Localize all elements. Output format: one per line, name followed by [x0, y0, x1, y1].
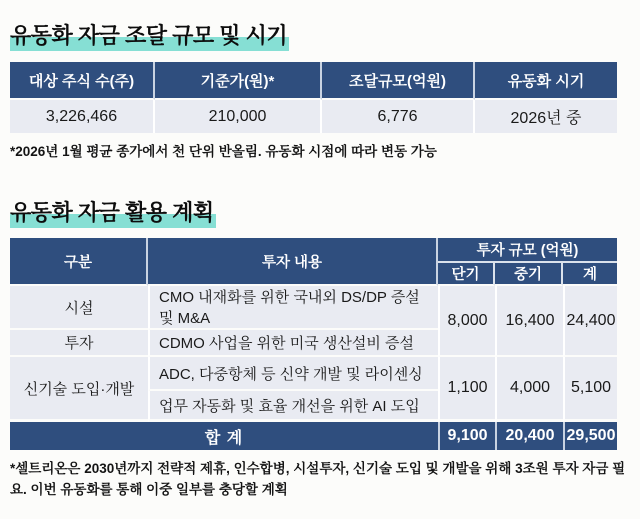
- usage-header-category: 구분: [10, 238, 148, 286]
- usage-group2-sum: 5,100: [563, 357, 617, 422]
- usage-group1-mid-term: 16,400: [495, 286, 563, 357]
- usage-group1-sum: 24,400: [563, 286, 617, 357]
- funding-header-raise-size: 조달규모(억원): [322, 62, 475, 100]
- usage-group2-mid-term: 4,000: [495, 357, 563, 422]
- funding-footnote: *2026년 1월 평균 종가에서 천 단위 반올림. 유동화 시점에 따라 변동 가능: [10, 144, 437, 159]
- usage-group1-short-term: 8,000: [438, 286, 495, 357]
- usage-total-sum: 29,500: [563, 422, 617, 450]
- funding-header-base-price: 기준가(원)*: [155, 62, 322, 100]
- usage-header-scale-group: 투자 규모 (억원): [438, 238, 617, 263]
- usage-section-title: [10, 198, 627, 228]
- usage-header-sum: 계: [563, 263, 617, 286]
- usage-row2-category: 투자: [10, 330, 148, 357]
- usage-header-detail: 투자 내용: [148, 238, 438, 286]
- funding-header-share-count: 대상 주식 수(주): [10, 62, 155, 100]
- usage-row4-detail: 업무 자동화 및 효율 개선을 위한 AI 도입: [148, 391, 438, 422]
- usage-table: [10, 238, 617, 450]
- usage-footnote: *셀트리온은 2030년까지 전략적 제휴, 인수합병, 시설투자, 신기술 도입 및 개발을 위해 3조원 투자 자금 필요. 이번 유동화를 통해 이중 일부를 충당할 계획: [10, 461, 626, 497]
- usage-total-short-term: 9,100: [438, 422, 495, 450]
- funding-table-value-row: [10, 100, 617, 133]
- usage-section: [10, 198, 627, 500]
- funding-table-header-row: [10, 62, 617, 100]
- usage-row2-detail: CDMO 사업을 위한 미국 생산설비 증설: [148, 330, 438, 357]
- funding-header-timing: 유동화 시기: [475, 62, 617, 100]
- usage-row1-category: 시설: [10, 286, 148, 330]
- funding-value-timing: 2026년 중: [475, 100, 617, 133]
- usage-group2-short-term: 1,100: [438, 357, 495, 422]
- funding-section-title-text: 유동화 자금 조달 규모 및 시기: [10, 23, 289, 51]
- usage-total-label: 합 계: [10, 422, 438, 450]
- usage-group2-category: 신기술 도입·개발: [10, 357, 148, 422]
- funding-value-raise-size: 6,776: [322, 100, 475, 133]
- usage-row3-detail: ADC, 다중항체 등 신약 개발 및 라이센싱: [148, 357, 438, 391]
- infographic-page: [0, 21, 640, 500]
- usage-row-newtech-1: [10, 357, 617, 391]
- usage-row1-detail: CMO 내재화를 위한 국내외 DS/DP 증설 및 M&A: [148, 286, 438, 330]
- usage-total-mid-term: 20,400: [495, 422, 563, 450]
- usage-section-title-text: 유동화 자금 활용 계획: [10, 200, 216, 228]
- funding-value-base-price: 210,000: [155, 100, 322, 133]
- funding-table: [10, 62, 617, 133]
- usage-table-header-row-1: [10, 238, 617, 263]
- usage-header-short-term: 단기: [438, 263, 495, 286]
- usage-total-row: [10, 422, 617, 450]
- usage-header-mid-term: 중기: [495, 263, 563, 286]
- usage-row-facility: [10, 286, 617, 330]
- funding-section: [10, 21, 627, 162]
- funding-section-title: [10, 21, 627, 51]
- funding-value-share-count: 3,226,466: [10, 100, 155, 133]
